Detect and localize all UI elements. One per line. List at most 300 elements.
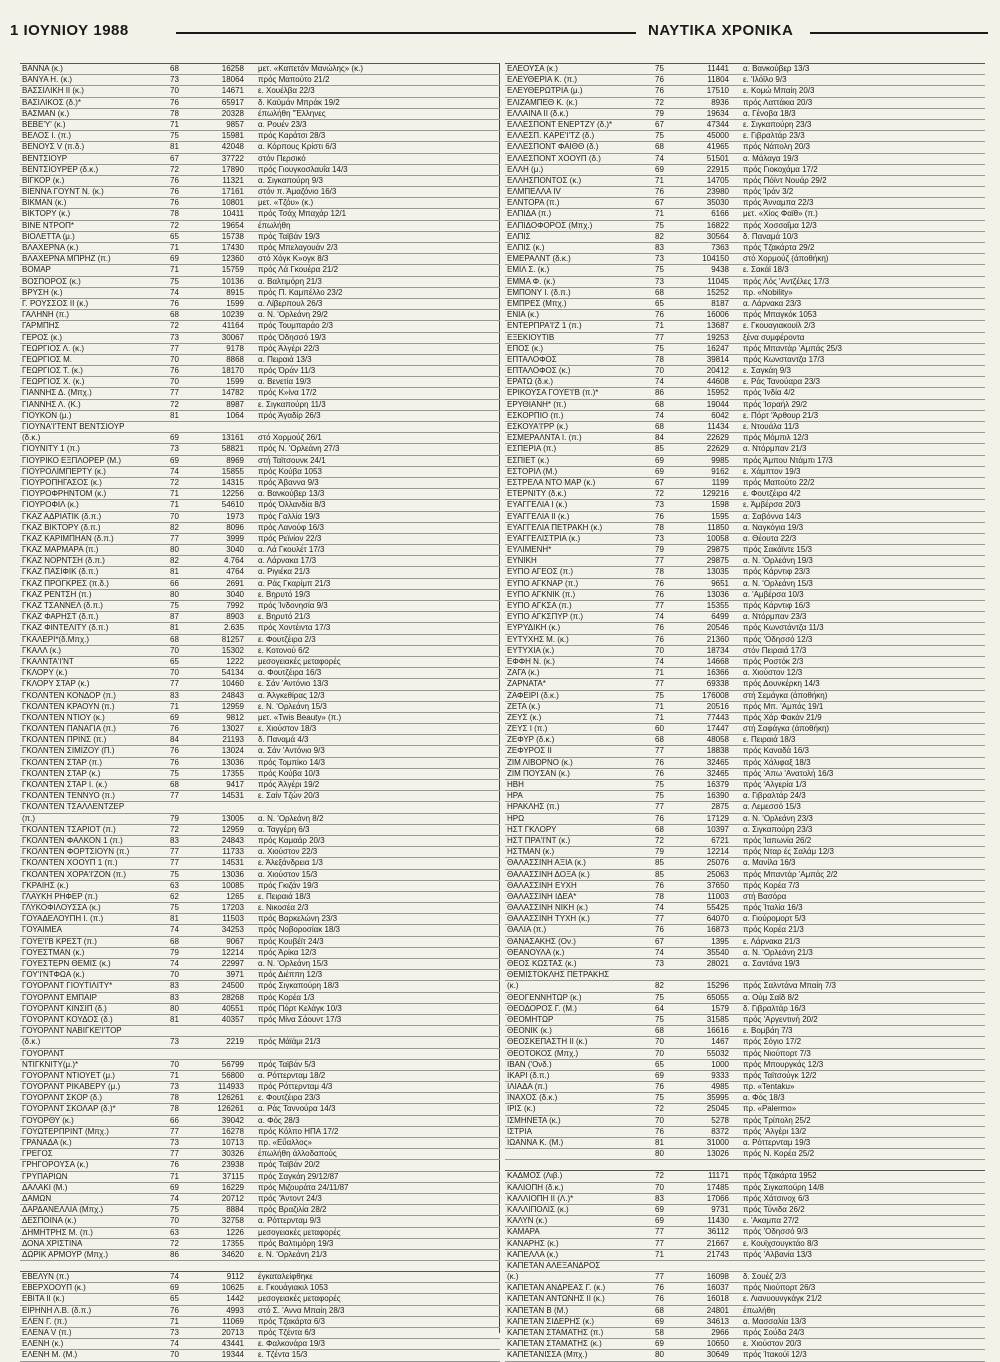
ship-tonnage: 11321 [222, 175, 244, 185]
ship-name: ΒΛΑΧΕΡΝΑ ΜΠΡΗΖ (π.) [22, 254, 111, 264]
ship-row [20, 914, 500, 925]
ship-position: ε. Ν. 'Ορλεάνη 15/3 [258, 701, 327, 711]
ship-row [505, 254, 985, 265]
ship-tonnage: 16037 [706, 1283, 729, 1293]
ship-name: ΖΕΥΣ (κ.) [507, 712, 542, 722]
ship-row [505, 556, 985, 567]
ship-name: ΓΚΑΖ ΡΕΝΤΣΗ (π.) [22, 589, 92, 599]
ship-position: πρός Νοβοροσίακ 18/3 [258, 925, 341, 935]
ship-row [505, 702, 985, 713]
ship-year: 71 [170, 500, 179, 510]
ship-row [20, 1160, 500, 1171]
ship-year: 75 [655, 265, 664, 275]
ship-row [505, 1082, 985, 1093]
ship-row [505, 758, 985, 769]
ship-year: 77 [655, 556, 664, 566]
ship-name: ΓΚΟΛΝΤΕΝ ΣΤΑΡ (π.) [22, 757, 102, 767]
ship-year: 72 [170, 220, 179, 230]
ship-year: 74 [655, 903, 664, 913]
ship-position: δ. Γιβραλτάρ 16/3 [743, 1003, 806, 1013]
ship-name: ΓΟΥ'Ι'ΝΤΦΩΑ (κ.) [22, 970, 85, 980]
ship-row [20, 142, 500, 153]
ship-tonnage: 64070 [706, 914, 729, 924]
ship-position: πρός Άρίκα 12/3 [258, 947, 317, 957]
ship-name: ΒΙΟΛΕΤΤΑ (μ.) [22, 231, 75, 241]
ship-name: ΘΕΟΤΟΚΟΣ (Μπχ.) [507, 1048, 579, 1058]
ship-row [505, 131, 985, 142]
ship-year: 67 [170, 153, 179, 163]
ship-row [20, 176, 500, 187]
ship-name: ΓΕΩΡΓΙΟΣ Μ. [22, 354, 72, 364]
ship-position: πρός Μπελαγουάν 2/3 [258, 243, 338, 252]
ship-position: πρ. «Εὔαλλος» [258, 1138, 312, 1147]
ship-year: 83 [655, 243, 664, 252]
ship-name: ΒΕΝΤΣΙΟΥΡΕΡ (δ.κ.) [22, 164, 99, 174]
ship-position: πρός Ίνδία 4/2 [743, 388, 795, 398]
ship-year: 80 [170, 1003, 179, 1013]
ship-row [505, 489, 985, 500]
ship-position: πρός Τύνιδα 26/2 [743, 1204, 805, 1214]
ship-name: ΒΕΝΤΣΙΟΥΡ [22, 153, 68, 163]
ship-position: α. Βανκούβερ 13/3 [743, 64, 810, 73]
ship-name: ΓΚΑΛΝΤΑ'Ι'ΝΤ [22, 656, 74, 666]
ship-name: ΕΛΕΥΘΕΡΩΤΡΙΑ (μ.) [507, 86, 583, 96]
ship-name: ΗΣΤΜΑΝ (κ.) [507, 847, 555, 857]
ship-position: ε. 'Ιλόϊλο 9/3 [743, 75, 787, 85]
ship-row [505, 769, 985, 780]
ship-position: πρός Μίνα Σάουντ 17/3 [258, 1014, 342, 1024]
ship-position: ε. Χιούστον 20/3 [743, 1339, 802, 1349]
ship-name: ΕΣΤΡΕΛΑ ΝΤΟ ΜΑΡ (κ.) [507, 477, 596, 487]
ship-row [505, 333, 985, 344]
ship-name: ΕΥΠΟ ΑΓΚΣΠΥΡ (π.) [507, 612, 584, 622]
ship-tonnage: 48058 [706, 735, 729, 745]
ship-name: ΒΑΝΝΑ (κ.) [22, 64, 63, 73]
ship-name: ΒΛΑΧΕΡΝΑ (κ.) [22, 243, 79, 252]
ship-year: 78 [655, 354, 664, 364]
ship-position: α. Χιούστον 22/3 [258, 847, 318, 857]
ship-row [20, 959, 500, 970]
ship-name: ΕΥΑΓΓΕΛΙΑ ΠΕΤΡΑΚΗ (κ.) [507, 522, 603, 532]
ship-tonnage: 28021 [706, 959, 729, 968]
ship-year: 74 [655, 947, 664, 957]
ship-position: πρός Ίτακούϊ 12/3 [743, 1350, 807, 1360]
ship-position: πρός Κόλπο ΗΠΑ 17/2 [258, 1126, 339, 1136]
ship-tonnage: 3999 [226, 533, 244, 543]
ship-tonnage: 129216 [702, 489, 729, 499]
ship-tonnage: 16390 [706, 791, 729, 801]
ship-tonnage: 30326 [221, 1149, 244, 1159]
ship-year: 76 [655, 1283, 664, 1293]
ship-position: α. Ναγκόγια 19/3 [743, 522, 804, 532]
ship-tonnage: 13687 [706, 321, 729, 331]
ship-name: ΕΣΚΟΥΑ'Ι'ΡΡ (κ.) [507, 422, 568, 431]
ship-tonnage: 13026 [706, 1149, 729, 1159]
ship-year: 75 [655, 1014, 664, 1024]
ship-position: πρός Μπουργκάς 12/3 [743, 1059, 824, 1069]
ship-position: έπωλήθη [743, 1305, 776, 1315]
ship-year: 83 [655, 1193, 664, 1203]
ship-row [20, 802, 500, 813]
ship-tonnage: 8987 [226, 399, 244, 409]
ship-tonnage: 8868 [226, 354, 244, 364]
ship-year: 86 [655, 388, 664, 398]
ship-name: ΓΟΥΟΡΛΝΤ ΚΟΥΔΟΣ (δ.) [22, 1014, 113, 1024]
ship-row [505, 1250, 985, 1261]
ship-year: 85 [655, 869, 664, 879]
ship-tonnage: 31585 [706, 1014, 729, 1024]
ship-position: πρός 'Αλγέρι 13/2 [743, 1126, 807, 1136]
ship-tonnage: 16278 [221, 1126, 244, 1136]
ship-position: πρός Τουμπαράο 2/3 [258, 321, 333, 331]
ship-row [505, 265, 985, 276]
ship-year: 71 [655, 1249, 664, 1259]
ship-name: ΓΚΛΟΡΥ (κ.) [22, 668, 68, 678]
ship-row [20, 467, 500, 478]
ship-tonnage: 1226 [226, 1227, 244, 1237]
ship-row [505, 75, 985, 86]
ship-position: ε. Σαγκάη 9/3 [743, 366, 791, 376]
ship-year: 76 [170, 757, 179, 767]
ship-position: α. Λεμεσσό 15/3 [743, 802, 801, 812]
ship-row [20, 1049, 500, 1060]
ship-year: 70 [170, 668, 179, 678]
ship-name: ΕΛΛΕΣΠΟΝΤ ΧΟΟΥΠ (δ.) [507, 153, 601, 163]
ship-year: 69 [170, 455, 179, 465]
ship-position: πρός Χάλιφαξ 18/3 [743, 757, 811, 767]
ship-name: ΕΛΠΙΣ (κ.) [507, 243, 545, 252]
ship-tonnage: 1598 [711, 500, 729, 510]
ship-year: 69 [170, 1283, 179, 1293]
ship-position: ε. Τζέντα 15/3 [258, 1350, 308, 1360]
ship-name: ΕΛΕΝ Γ. (π.) [22, 1316, 68, 1326]
ship-tonnage: 55032 [706, 1048, 729, 1058]
ship-year: 74 [170, 925, 179, 935]
ship-year: 72 [655, 1171, 664, 1181]
ship-year: 83 [170, 992, 179, 1002]
ship-year: 73 [170, 332, 179, 342]
ship-name: ΓΚΟΛΝΤΕΝ ΦΟΡΤΣΙΟΥΝ (π.) [22, 847, 130, 857]
ship-row [505, 344, 985, 355]
ship-name: ΕΥΠΟ ΑΓΚΝΙΚ (π.) [507, 589, 576, 599]
ship-tonnage: 25076 [706, 858, 729, 868]
ship-year: 70 [655, 1048, 664, 1058]
ship-position: μετ. «Καπετάν Μανώλης» (κ.) [258, 64, 363, 73]
ship-position: ε. Πειραιά 18/3 [743, 735, 796, 745]
ship-position: ε. Γκουαγιακουίλ 2/3 [743, 321, 816, 331]
ship-year: 75 [170, 601, 179, 610]
ship-position: πρός Γιοκοχάμα 17/2 [743, 164, 818, 174]
ship-year: 78 [170, 1093, 179, 1103]
ship-tonnage: 9178 [226, 343, 244, 353]
ship-row [505, 109, 985, 120]
ship-row [20, 388, 500, 399]
ship-position: πρός Ν. 'Ορλεάνη 27/3 [258, 444, 340, 454]
ship-name: ΓΚΑΛΕΡΙ*(δ.Μπχ.) [22, 634, 90, 644]
ship-year: 69 [655, 164, 664, 174]
ship-row [505, 836, 985, 847]
ship-tonnage: 2966 [711, 1328, 729, 1337]
ship-tonnage: 15252 [706, 287, 729, 297]
ship-position: στή Βασόρα [743, 891, 787, 901]
ship-name: ΓΙΟΥΝΙΤΥ 1 (π.) [22, 444, 80, 454]
ship-position: α. Φουτζέιρα 16/3 [258, 668, 322, 678]
ship-name: ΕΛΝΤΟΡΑ (π.) [507, 198, 560, 208]
ship-row [505, 959, 985, 970]
ship-name: ΘΕΟΓΕΝΝΗΤΩΡ (κ.) [507, 992, 582, 1002]
ship-position: ε. Φουτζέιρα 4/2 [743, 489, 801, 499]
ship-name: ΚΑΠΕΤΑΝ ΑΛΕΞΑΝΔΡΟΣ [507, 1260, 601, 1270]
ship-year: 83 [170, 690, 179, 700]
ship-year: 70 [170, 645, 179, 655]
ship-year: 78 [170, 108, 179, 118]
ship-year: 76 [655, 578, 664, 588]
ship-name: ΓΚΑΖ ΠΑΣΙΦΙΚ (δ.π.) [22, 567, 99, 577]
ship-name: ΓΙΑΝΝΗΣ Δ. (Μπχ.) [22, 388, 92, 398]
ship-row [505, 735, 985, 746]
ship-tonnage: 10460 [221, 679, 244, 689]
ship-row [505, 1015, 985, 1026]
ship-name: (κ.) [507, 981, 519, 991]
ship-year: 83 [170, 835, 179, 845]
ship-row [20, 623, 500, 634]
ship-tonnage: 37650 [706, 880, 729, 890]
ship-name: ΕΒΙΤΑ ΙΙ (κ.) [22, 1294, 65, 1304]
ship-name: ΓΟΥΟΡΛΝΤ ΚΙΝΣΙΠ (δ.) [22, 1003, 107, 1013]
ship-position: έπωλήθη άλλοδαπούς [258, 1149, 337, 1159]
ship-year: 84 [655, 433, 664, 443]
ship-name: ΘΕΜΙΣΤΟΚΛΗΣ ΠΕΤΡΑΚΗΣ [507, 970, 610, 980]
ship-tonnage: 56800 [221, 1070, 244, 1080]
ship-year: 76 [655, 813, 664, 823]
ship-tonnage: 14782 [221, 388, 244, 398]
ship-year: 79 [170, 947, 179, 957]
ship-tonnage: 2691 [226, 578, 244, 588]
ship-name: ΓΚΑΖ ΤΣΑΝΝΕΛ (δ.π.) [22, 601, 103, 610]
ship-row [505, 1049, 985, 1060]
ship-position: πρός Καράτσι 28/3 [258, 131, 326, 141]
ship-row [20, 1317, 500, 1328]
ship-name: ΘΑΝΑΣΑΚΗΣ (Ον.) [507, 936, 576, 946]
ship-row [20, 646, 500, 657]
ship-year: 73 [170, 444, 179, 454]
ship-row [505, 601, 985, 612]
ship-name: ΕΛΛΕΣΠΟΝΤ ΦΑΙΘΘ (δ.) [507, 142, 599, 152]
ship-position: έγκαταλείφθηκε [258, 1272, 313, 1282]
ship-tonnage: 20328 [221, 108, 244, 118]
ship-tonnage: 10085 [221, 880, 244, 890]
ship-row [20, 1339, 500, 1350]
ship-year: 68 [655, 287, 664, 297]
ship-row [505, 668, 985, 679]
ship-name: ΓΟΥΟΡΛΝΤ ΝΑΒΙΓΚΕ'Ι'ΤΟΡ [22, 1026, 122, 1036]
ship-row [505, 679, 985, 690]
ship-name: ΖΑΓΑ (κ.) [507, 668, 540, 678]
ship-name: ΕΤΕΡΝΙΤΥ (δ.κ.) [507, 489, 567, 499]
ship-position: πρός Τομπίκο 14/3 [258, 757, 325, 767]
ship-year: 68 [170, 780, 179, 789]
ship-tonnage: 10397 [706, 824, 729, 834]
ship-position: πρός Κορέα 21/3 [743, 925, 804, 935]
ship-position: πρός Μαπούτο 21/2 [258, 75, 330, 85]
ship-name: ΓΚΟΛΝΤΕΝ ΧΟΡΑ'Ι'ΖΟΝ (π.) [22, 869, 127, 879]
ship-year: 76 [655, 1126, 664, 1136]
ship-position: πρός Χοσσαΐμα 12/3 [743, 220, 817, 230]
ship-row [20, 209, 500, 220]
ship-position: πρός Όράν 11/3 [258, 366, 316, 376]
ship-tonnage: 69338 [706, 679, 729, 689]
ship-name: ΕΣΜΕΡΑΛΝΤΑ Ι. (π.) [507, 433, 582, 443]
ship-tonnage: 36112 [707, 1227, 729, 1237]
ship-row [20, 702, 500, 713]
ship-row [505, 814, 985, 825]
ship-position: ε. Νικοσέα 2/3 [258, 903, 309, 913]
ship-tonnage: 3040 [226, 589, 244, 599]
ship-tonnage: 37722 [221, 153, 244, 163]
ship-name: ΚΑΠΕΤΑΝ ΑΝΔΡΕΑΣ Γ. (κ.) [507, 1283, 606, 1293]
ship-position: στόν Περσικό [258, 153, 306, 163]
ship-tonnage: 15952 [706, 388, 729, 398]
ship-name: ΔΑΡΔΑΝΕΛΛΙΑ (Μπχ.) [22, 1205, 104, 1215]
ship-year: 71 [170, 119, 179, 129]
ship-row [505, 746, 985, 757]
ship-year: 81 [170, 914, 179, 924]
ship-name: ΒΕΝΟΥΣ V (π.δ.) [22, 142, 85, 152]
ship-row [505, 691, 985, 702]
ship-year: 81 [170, 1014, 179, 1024]
ship-year: 73 [655, 959, 664, 968]
ship-tonnage: 8903 [226, 612, 244, 622]
ship-position: α. Μασσαλία 13/3 [743, 1316, 807, 1326]
ship-year: 76 [170, 187, 179, 197]
ship-tonnage: 25045 [706, 1104, 729, 1114]
ship-row [505, 925, 985, 936]
ship-year: 68 [655, 399, 664, 409]
ship-position: πρός Γαλλία 19/3 [258, 511, 320, 521]
ship-name: ΓΡΕΓΟΣ [22, 1149, 53, 1159]
ship-name: ΚΑΔΜΟΣ (Λιβ.) [507, 1171, 563, 1181]
ship-year: 62 [170, 891, 179, 901]
ship-name: (κ.) [507, 1272, 519, 1282]
ship-row [20, 657, 500, 668]
ship-name: ΓΚΟΛΝΤΕΝ ΚΡΑΟΥΝ (π.) [22, 701, 115, 711]
ship-position: ε. Ράς Τανούαρα 23/3 [743, 377, 820, 387]
ship-tonnage: 17447 [706, 724, 729, 734]
ship-year: 75 [655, 690, 664, 700]
ship-name: ΕΣΠΕΡΙΑ (π.) [507, 444, 557, 454]
ship-tonnage: 39814 [706, 354, 729, 364]
ship-tonnage: 14705 [706, 175, 729, 185]
ship-position: ε. Πειραιά 18/3 [258, 891, 311, 901]
ship-position: ε. Σαίν Τζών 20/3 [258, 791, 320, 801]
ship-year: 60 [655, 724, 664, 734]
ship-name: ΓΙΑΝΝΗΣ Λ. (Κ.) [22, 399, 81, 409]
ship-tonnage: 16873 [706, 925, 729, 935]
ship-position: πρός Ταϊτσούγκ 12/2 [743, 1070, 817, 1080]
ship-year: 77 [655, 1227, 664, 1237]
ship-tonnage: 1467 [711, 1037, 729, 1047]
ship-row [505, 411, 985, 422]
ship-tonnage: 8915 [226, 287, 244, 297]
ship-tonnage: 65917 [221, 97, 244, 107]
ship-tonnage: 10650 [706, 1339, 729, 1349]
ship-name: ΓΚΟΛΝΤΕΝ ΠΡΙΝΣ (π.) [22, 735, 107, 745]
ship-row [505, 1004, 985, 1015]
ship-year: 78 [655, 522, 664, 532]
ship-row [20, 1015, 500, 1026]
ship-name: ΖΙΜ ΠΟΥΣΑΝ (κ.) [507, 768, 570, 778]
ship-name: ΘΕΟΔΟΡΟΣ Γ. (Μ.) [507, 1003, 577, 1013]
ship-tonnage: 25063 [706, 869, 729, 879]
ship-tonnage: 1599 [226, 377, 244, 387]
ship-year: 75 [655, 343, 664, 353]
ship-year: 76 [170, 298, 179, 308]
ship-position: ε. Φαλκονάρα 19/3 [258, 1339, 325, 1349]
ship-name: ΕΠΟΣ (κ.) [507, 343, 544, 353]
ship-tonnage: 9812 [226, 712, 244, 722]
ship-name: ΓΛΥΚΟΦΙΛΟΥΣΣΑ (κ.) [22, 903, 101, 913]
ship-year: 80 [655, 1149, 664, 1159]
ship-position: α. Ντόρμπαν 23/3 [743, 612, 807, 622]
ship-position: στό Σ. 'Αννα Μπαίη 28/3 [258, 1305, 345, 1315]
ship-list-column-left [20, 63, 500, 1362]
ship-tonnage: 1973 [226, 511, 244, 521]
ship-position: α. Φός 28/3 [258, 1115, 300, 1125]
ship-row [20, 221, 500, 232]
ship-row [20, 344, 500, 355]
ship-row [505, 937, 985, 948]
ship-row [20, 612, 500, 623]
ship-position: α. Γιούρομορτ 5/3 [743, 914, 806, 924]
ship-row [20, 75, 500, 86]
ship-row [505, 623, 985, 634]
ship-name: ΕΥΤΥΧΗΣ Μ. (κ.) [507, 634, 569, 644]
ship-name: ΗΣΤ ΠΡΑ'Ι'ΝΤ (κ.) [507, 835, 571, 845]
ship-year: 76 [655, 768, 664, 778]
ship-tonnage: 12256 [221, 489, 244, 499]
ship-year: 71 [655, 175, 664, 185]
ship-tonnage: 9651 [711, 578, 729, 588]
ship-name: ΓΚΟΛΝΤΕΝ ΣΤΑΡ Ι. (κ.) [22, 780, 108, 789]
ship-year: 76 [655, 75, 664, 85]
ship-year: 75 [655, 1093, 664, 1103]
ship-year: 68 [655, 824, 664, 834]
ship-row [20, 758, 500, 769]
ship-name: ΓΟΥΕΣΤΕΡΝ ΘΕΜΙΣ (κ.) [22, 959, 111, 968]
ship-position: ε. Χουέλβα 22/3 [258, 86, 315, 96]
ship-tonnage: 23980 [706, 187, 729, 197]
ship-position: στή Σεμάγκα (άποθήκη) [743, 690, 828, 700]
ship-year: 77 [170, 791, 179, 801]
ship-row [505, 1149, 985, 1160]
ship-position: στό Χορμούζ 26/1 [258, 433, 322, 443]
ship-row [505, 635, 985, 646]
ship-row [505, 713, 985, 724]
ship-year: 69 [655, 1316, 664, 1326]
ship-tonnage: 4985 [711, 1082, 729, 1092]
ship-tonnage: 8372 [711, 1126, 729, 1136]
ship-row [20, 1272, 500, 1283]
ship-name: ΒΑΝΥΑ Η. (κ.) [22, 75, 73, 85]
ship-tonnage: 44608 [706, 377, 729, 387]
ship-year: 69 [655, 1070, 664, 1080]
ship-row [505, 1138, 985, 1149]
ship-tonnage: 1064 [226, 410, 244, 420]
ship-row [20, 870, 500, 881]
ship-name: ΕΛΜΠΕΛΛΑ IV [507, 187, 561, 197]
ship-row [20, 746, 500, 757]
ship-tonnage: 13035 [706, 567, 729, 577]
